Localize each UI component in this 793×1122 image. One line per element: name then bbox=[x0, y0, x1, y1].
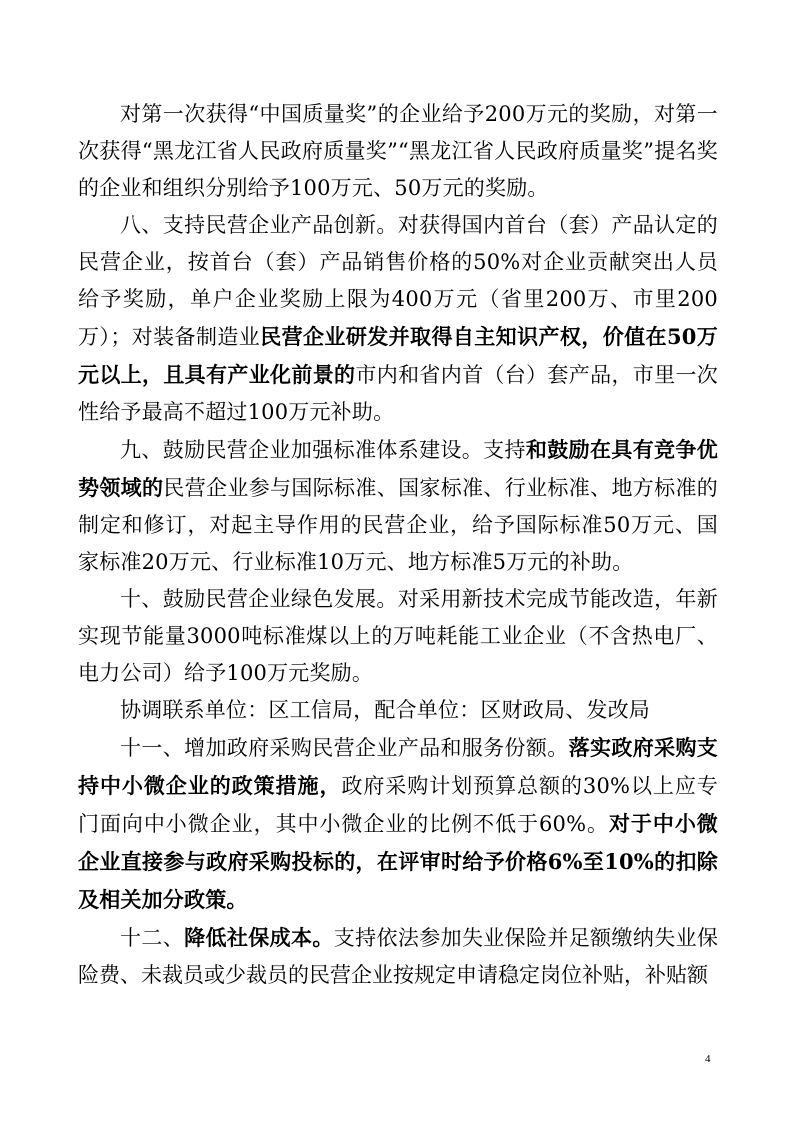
document-body bbox=[78, 96, 718, 994]
text-run: 十一、增加政府采购民营企业产品和服务份额。 bbox=[120, 736, 569, 760]
paragraph-green-development bbox=[78, 581, 718, 692]
text-run: 十二、 bbox=[120, 926, 185, 950]
bold-text-run: 对于中小微企业直接参与政府采购投标的，在评审时给予价格6%至10%的扣除及相关加分政策。 bbox=[78, 811, 718, 912]
paragraph-standards bbox=[78, 431, 718, 581]
text-run: 市内和省内首（台）套产品，市里一次性给予最高不超过100万元补助。 bbox=[78, 363, 718, 424]
text-run: 九、鼓励民营企业加强标准体系建设。支持 bbox=[120, 438, 526, 462]
paragraph-quality-award bbox=[78, 96, 718, 207]
text-run: 八、支持民营企业产品创新。对获得国内首台（套）产品认定的民营企业，按首台（套）产品销售价格的50%对企业贡献突出人员给予奖励，单户企业奖励上限为400万元（省里200万、市里200万）；对装备制造业 bbox=[78, 213, 718, 349]
bold-text-run: 落实政府采购支持中小微企业的政策措施， bbox=[78, 735, 719, 798]
page-number: 4 bbox=[705, 1053, 711, 1065]
text-run: 支持依法参加失业保险并足额缴纳失业保险费、未裁员或少裁员的民营企业按规定申请稳定岗位补贴，补贴额 bbox=[78, 926, 719, 987]
paragraph-product-innovation bbox=[78, 207, 718, 431]
text-run: 十、鼓励民营企业绿色发展。对采用新技术完成节能改造，年新实现节能量3000吨标准煤以上的万吨耗能工业企业（不含热电厂、电力公司）给予100万元奖励。 bbox=[78, 587, 718, 685]
text-run: 对第一次获得“中国质量奖”的企业给予200万元的奖励，对第一次获得“黑龙江省人民政府质量奖”“黑龙江省人民政府质量奖”提名奖的企业和组织分别给予100万元、50万元的奖励。 bbox=[78, 102, 718, 200]
paragraph-social-insurance bbox=[78, 919, 718, 994]
paragraph-coordination-units bbox=[78, 692, 718, 729]
bold-text-run: 降低社保成本。 bbox=[184, 925, 334, 950]
text-run: 协调联系单位：区工信局，配合单位：区财政局、发改局 bbox=[120, 698, 650, 722]
paragraph-government-procurement bbox=[78, 729, 718, 919]
bold-text-run: 和鼓励在具有竞争优势领域的 bbox=[78, 437, 718, 500]
text-run: 民营企业参与国际标准、国家标准、行业标准、地方标准的制定和修订，对起主导作用的民营企业，给予国际标准50万元、国家标准20万元、行业标准10万元、地方标准5万元的补助。 bbox=[78, 476, 718, 574]
bold-text-run: 民营企业研发并取得自主知识产权，价值在50万元以上，且具有产业化前景的 bbox=[78, 324, 718, 387]
text-run: 政府采购计划预算总额的30%以上应专门面向中小微企业，其中小微企业的比例不低于60%。 bbox=[78, 774, 718, 836]
